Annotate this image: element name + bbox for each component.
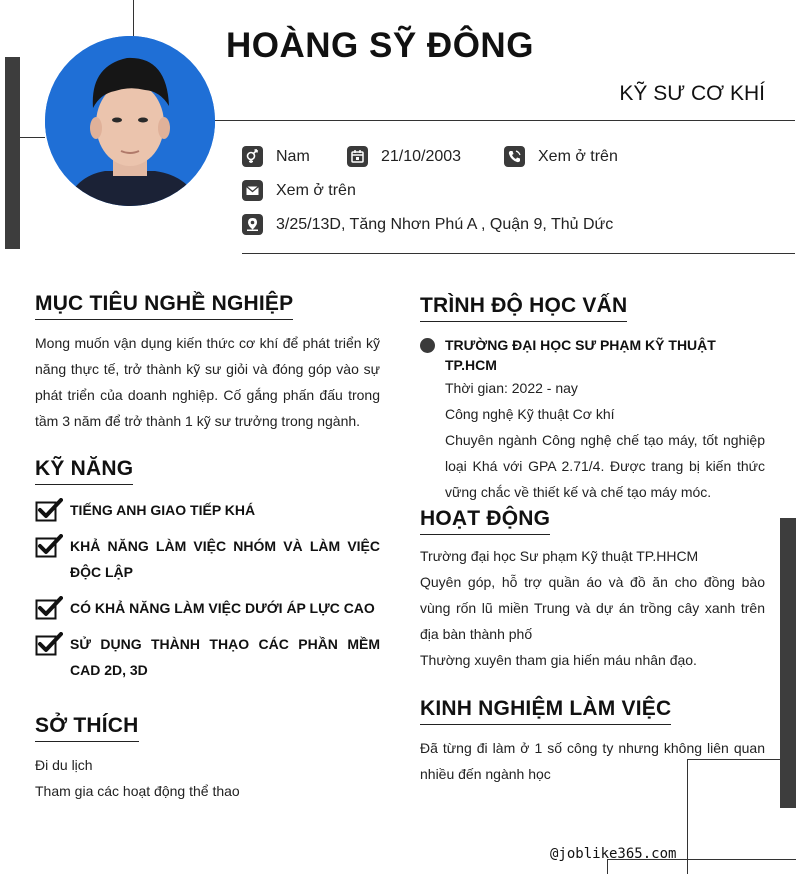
left-horizontal-line <box>20 137 45 138</box>
activity-extra: Thường xuyên tham gia hiến máu nhân đạo. <box>420 652 697 668</box>
skill-label: TIẾNG ANH GIAO TIẾP KHÁ <box>70 502 256 518</box>
gender-value: Nam <box>276 147 310 165</box>
objective-section <box>35 292 380 434</box>
hobbies-title: SỞ THÍCH <box>35 714 139 742</box>
skills-title: KỸ NĂNG <box>35 457 133 485</box>
hobbies-section <box>35 714 380 804</box>
activity-description: Quyên góp, hỗ trợ quần áo và đồ ăn cho đồng bào vùng rốn lũ miền Trung và dự án trồng cây xanh trên địa bàn thành phố <box>420 574 765 642</box>
skill-item <box>35 631 380 683</box>
address-item <box>242 214 613 235</box>
education-period: Thời gian: 2022 - nay <box>445 380 578 396</box>
skill-item <box>35 533 380 585</box>
phone-icon <box>504 146 525 167</box>
job-title: KỸ SƯ CƠ KHÍ <box>619 82 765 105</box>
skill-item <box>35 595 380 621</box>
skill-label: KHẢ NĂNG LÀM VIỆC NHÓM VÀ LÀM VIỆC ĐỘC LẬP <box>70 538 380 580</box>
gender-icon <box>242 146 263 167</box>
objective-text: Mong muốn vận dụng kiến thức cơ khí để phát triển kỹ năng thực tế, trở thành kỹ sư giỏi và đóng góp vào sự phát triển của doanh nghiệp. Cố gắng phấn đấu trong tầm 3 năm để trở thành 1 kỹ sư trưởng trong ngành. <box>35 335 380 429</box>
hobby-item: Đi du lịch <box>35 757 93 773</box>
skills-list <box>35 497 380 683</box>
email-icon <box>242 180 263 201</box>
objective-title: MỤC TIÊU NGHỀ NGHIỆP <box>35 292 293 320</box>
education-title: TRÌNH ĐỘ HỌC VẤN <box>420 294 627 322</box>
email-item <box>242 180 356 201</box>
activity-organization: Trường đại học Sư phạm Kỹ thuật TP.HHCM <box>420 548 699 564</box>
checkbox-check-icon <box>35 534 63 558</box>
birthdate-item <box>347 146 461 167</box>
education-description: Chuyên ngành Công nghệ chế tạo máy, tốt nghiệp loại Khá với GPA 2.71/4. Được trang bị kiến thức vững chắc về thiết kế và chế tạo máy móc. <box>445 432 765 500</box>
activities-section <box>420 507 765 673</box>
right-accent-bar <box>780 518 796 808</box>
email-value: Xem ở trên <box>276 181 356 199</box>
birthdate-value: 21/10/2003 <box>381 147 462 165</box>
checkbox-check-icon <box>35 498 63 522</box>
top-vertical-line <box>133 0 134 36</box>
avatar <box>45 36 215 206</box>
avatar-portrait <box>45 36 215 206</box>
phone-item <box>504 146 618 167</box>
skills-section <box>35 457 380 693</box>
bullet-dot-icon <box>420 338 435 353</box>
hobby-item: Tham gia các hoạt động thể thao <box>35 783 240 799</box>
education-section <box>420 294 765 505</box>
address-value: 3/25/13D, Tăng Nhơn Phú A , Quận 9, Thủ Dức <box>276 215 614 233</box>
experience-title: KINH NGHIỆM LÀM VIỆC <box>420 697 671 725</box>
skill-item <box>35 497 380 523</box>
checkbox-check-icon <box>35 596 63 620</box>
info-divider <box>242 253 795 254</box>
location-pin-icon <box>242 214 263 235</box>
experience-section <box>420 697 765 787</box>
left-accent-bar <box>5 57 20 249</box>
activities-title: HOẠT ĐỘNG <box>420 507 550 535</box>
school-name: TRƯỜNG ĐẠI HỌC SƯ PHẠM KỸ THUẬT TP.HCM <box>445 337 716 373</box>
header-divider <box>215 120 795 121</box>
candidate-name: HOÀNG SỸ ĐÔNG <box>226 26 534 65</box>
education-major: Công nghệ Kỹ thuật Cơ khí <box>445 406 615 422</box>
phone-value: Xem ở trên <box>538 147 618 165</box>
skill-label: SỬ DỤNG THÀNH THẠO CÁC PHẦN MỀM CAD 2D, 3D <box>70 636 380 678</box>
experience-text: Đã từng đi làm ở 1 số công ty nhưng không liên quan nhiều đến ngành học <box>420 740 765 782</box>
calendar-icon <box>347 146 368 167</box>
education-entry <box>420 335 765 505</box>
gender-item <box>242 146 310 167</box>
footer-watermark: @joblike365.com <box>550 846 677 862</box>
skill-label: CÓ KHẢ NĂNG LÀM VIỆC DƯỚI ÁP LỰC CAO <box>70 600 375 616</box>
checkbox-check-icon <box>35 632 63 656</box>
